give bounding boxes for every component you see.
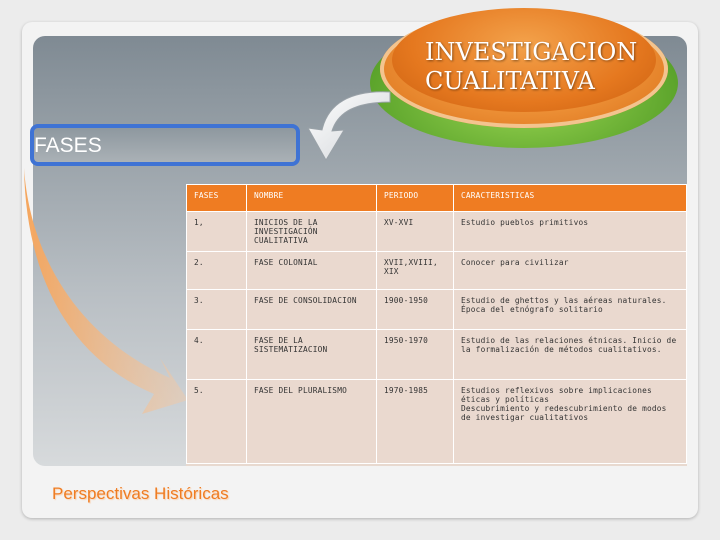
cell-fase: 3.	[187, 290, 247, 330]
fases-label: FASES	[34, 134, 102, 157]
side-arrow-icon	[20, 168, 190, 518]
cell-nombre: FASE COLONIAL	[247, 252, 377, 290]
header-caracteristicas: CARACTERISTICAS	[454, 185, 687, 212]
cell-periodo: 1900-1950	[377, 290, 454, 330]
table-row	[187, 330, 687, 380]
header-fases: FASES	[187, 185, 247, 212]
cell-nombre: FASE DE CONSOLIDACION	[247, 290, 377, 330]
cell-periodo: XV-XVI	[377, 212, 454, 252]
cell-fase: 1,	[187, 212, 247, 252]
phases-table	[186, 184, 687, 466]
header-periodo: PERIODO	[377, 185, 454, 212]
cell-nombre: FASE DEL PLURALISMO	[247, 380, 377, 464]
cell-nombre: INICIOS DE LA INVESTIGACIÓN CUALITATIVA	[247, 212, 377, 252]
cell-fase: 2.	[187, 252, 247, 290]
table-row	[187, 252, 687, 290]
cell-caracteristicas: Estudio de ghettos y las aéreas naturales. Época del etnógrafo solitario	[454, 290, 687, 330]
table-row	[187, 212, 687, 252]
table-header-row	[187, 185, 687, 212]
cell-nombre: FASE DE LA SISTEMATIZACION	[247, 330, 377, 380]
cell-caracteristicas: Estudios reflexivos sobre implicaciones éticas y políticas Descubrimiento y redescubrimiento de modos de investigar cualitativos	[454, 380, 687, 464]
curved-arrow-icon	[290, 84, 400, 164]
cell-caracteristicas: Estudio de las relaciones étnicas. Inicio de la formalización de métodos cualitativos.	[454, 330, 687, 380]
table-row	[187, 290, 687, 330]
cell-periodo: XVII,XVIII, XIX	[377, 252, 454, 290]
cell-caracteristicas: Estudio pueblos primitivos	[454, 212, 687, 252]
page-title: INVESTIGACION CUALITATIVA	[425, 38, 638, 95]
cell-periodo: 1950-1970	[377, 330, 454, 380]
footer-title: Perspectivas Históricas	[52, 484, 229, 503]
table-row	[187, 380, 687, 464]
cell-fase: 5.	[187, 380, 247, 464]
cell-periodo: 1970-1985	[377, 380, 454, 464]
cell-caracteristicas: Conocer para civilizar	[454, 252, 687, 290]
header-nombre: NOMBRE	[247, 185, 377, 212]
cell-fase: 4.	[187, 330, 247, 380]
